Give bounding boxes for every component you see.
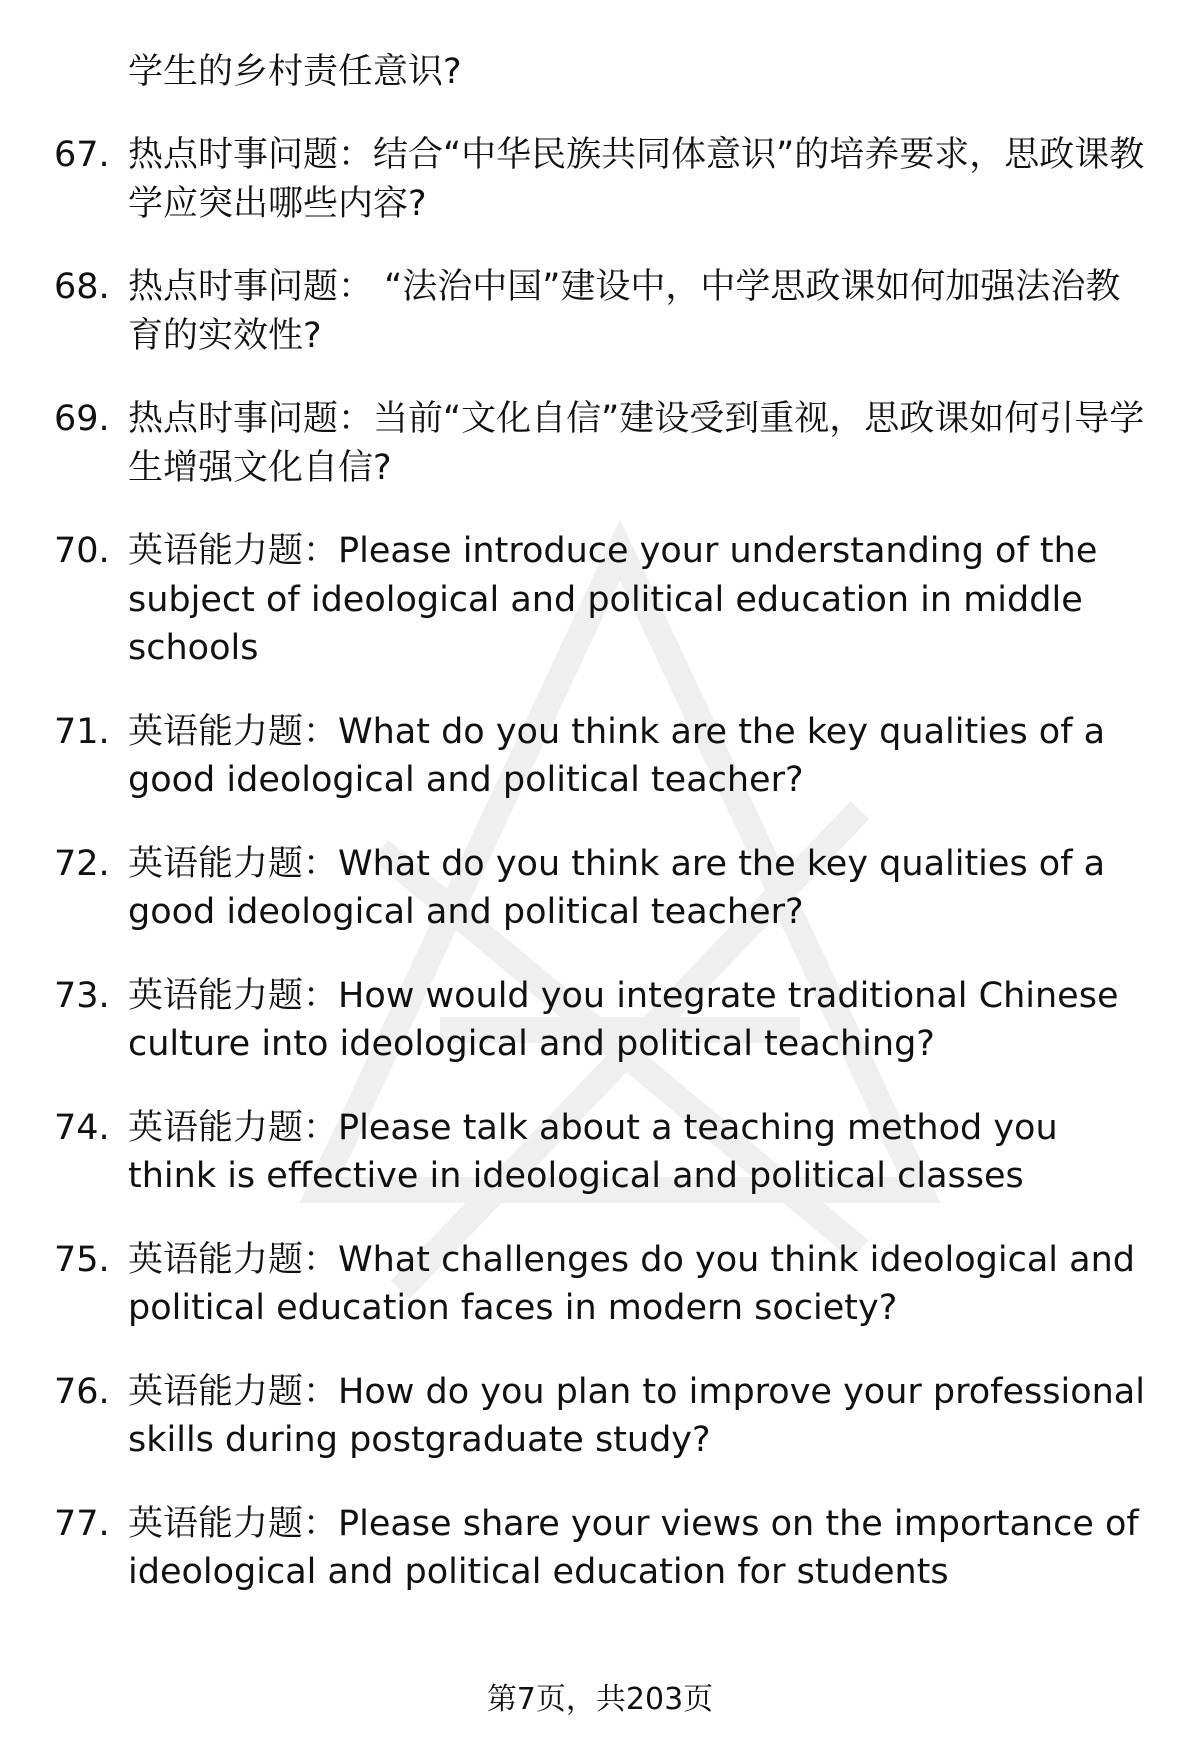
question-text: 英语能力题：What challenges do you think ideological and political education faces in modern society? [128, 1239, 1135, 1328]
question-text: 热点时事问题： “法治中国”建设中，中学思政课如何加强法治教育的实效性? [128, 267, 1121, 356]
question-text: 英语能力题：How would you integrate traditional Chinese culture into ideological and political teaching? [128, 975, 1119, 1064]
question-item [54, 263, 1152, 360]
question-list [54, 131, 1152, 1597]
page-footer: 第7页，共203页 [486, 1682, 714, 1717]
question-item [54, 1368, 1152, 1465]
question-text: 英语能力题：Please share your views on the importance of ideological and political education for students [128, 1503, 1139, 1592]
question-item [54, 1104, 1152, 1201]
question-number: 69. [54, 399, 110, 439]
question-number: 77. [54, 1503, 110, 1544]
question-item [54, 1236, 1152, 1333]
question-item [54, 395, 1152, 492]
question-item [54, 1500, 1152, 1597]
question-item [54, 840, 1152, 937]
question-number: 70. [54, 531, 110, 571]
question-number: 71. [54, 711, 110, 752]
question-number: 76. [54, 1371, 110, 1412]
question-item [54, 708, 1152, 805]
question-item [54, 527, 1152, 673]
question-number: 68. [54, 267, 110, 307]
question-text: 热点时事问题：结合“中华民族共同体意识”的培养要求，思政课教学应突出哪些内容? [128, 135, 1145, 224]
question-number: 74. [54, 1107, 110, 1148]
question-number: 72. [54, 843, 110, 884]
question-text: 英语能力题：What do you think are the key qualities of a good ideological and political teacher? [128, 843, 1106, 932]
question-number: 73. [54, 975, 110, 1016]
question-item [54, 131, 1152, 228]
question-item [54, 972, 1152, 1069]
question-text: 英语能力题：How do you plan to improve your professional skills during postgraduate study? [128, 1371, 1145, 1460]
question-number: 75. [54, 1239, 110, 1280]
question-text: 英语能力题：Please introduce your understanding of the subject of ideological and political education in middle schools [128, 531, 1098, 668]
question-number: 67. [54, 135, 110, 175]
question-text: 热点时事问题：当前“文化自信”建设受到重视，思政课如何引导学生增强文化自信? [128, 399, 1145, 488]
question-text: 英语能力题：What do you think are the key qualities of a good ideological and political teacher? [128, 711, 1106, 800]
question-text: 英语能力题：Please talk about a teaching method you think is effective in ideological and political classes [128, 1107, 1058, 1196]
continuation-line: 学生的乡村责任意识? [128, 52, 462, 92]
